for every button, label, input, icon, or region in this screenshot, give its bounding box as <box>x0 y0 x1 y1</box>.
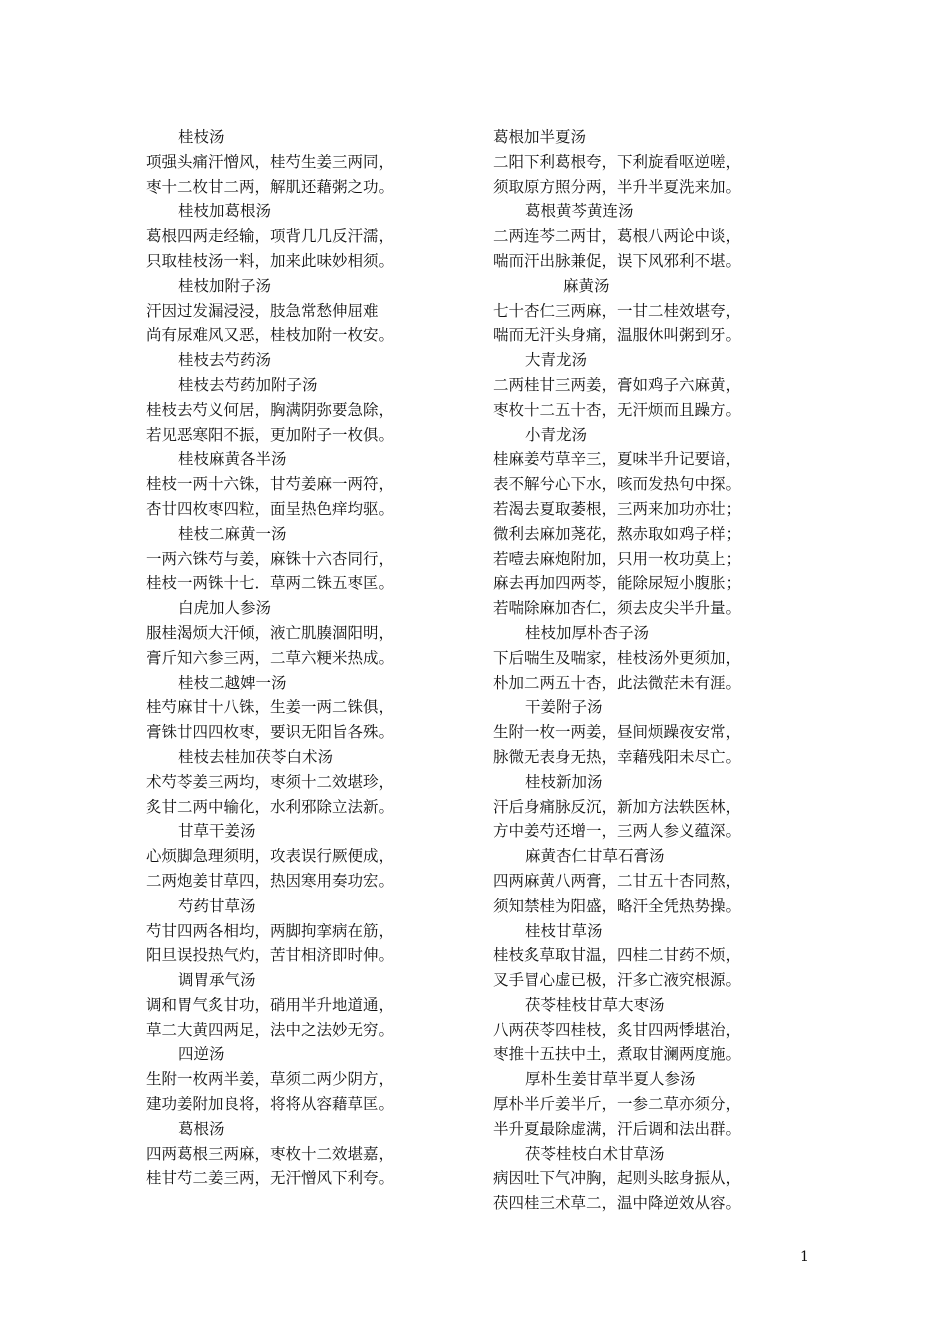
verse-line: 生附一枚一两姜，昼间烦躁夜安常， <box>493 723 742 742</box>
formula-title: 四逆汤 <box>178 1045 225 1064</box>
verse-line: 喘而无汗头身痛，温服休叫粥到牙。 <box>493 326 742 345</box>
formula-title: 麻黄杏仁甘草石膏汤 <box>525 847 665 866</box>
verse-line: 桂枝一两十六铢，甘芍姜麻一两符， <box>146 475 395 494</box>
formula-title: 芍药甘草汤 <box>178 896 256 915</box>
formula-title: 小青龙汤 <box>525 425 588 444</box>
verse-line: 一两六铢芍与姜，麻铢十六杏同行， <box>146 549 395 568</box>
verse-line: 芍甘四两各相均，两脚拘挛病在筋， <box>146 921 395 940</box>
formula-title: 桂枝加附子汤 <box>178 276 272 295</box>
verse-line: 建功姜附加良将，将将从容藉草匡。 <box>146 1095 395 1114</box>
left-column <box>146 125 446 1191</box>
verse-line: 病因吐下气冲胸，起则头眩身振从， <box>493 1169 742 1188</box>
formula-title: 桂枝新加汤 <box>525 772 603 791</box>
verse-line: 只取桂枝汤一料，加来此味妙相须。 <box>146 251 395 270</box>
verse-line: 喘而汗出脉兼促，误下风邪利不堪。 <box>493 251 742 270</box>
verse-line: 二两炮姜甘草四，热因寒用奏功宏。 <box>146 871 395 890</box>
formula-title: 白虎加人参汤 <box>178 599 272 618</box>
verse-line: 二阳下利葛根夸，下利旋看呕逆嗟， <box>493 152 742 171</box>
verse-line: 二两连芩二两甘，葛根八两论中谈， <box>493 227 742 246</box>
formula-title: 桂枝去芍药加附子汤 <box>178 375 318 394</box>
verse-line: 膏斤知六参三两，二草六粳米热成。 <box>146 648 395 667</box>
verse-line: 膏铢廿四四枚枣，要识无阳旨各殊。 <box>146 723 395 742</box>
verse-line: 桂枝一两铢十七．草两二铢五枣匡。 <box>146 574 395 593</box>
formula-title: 桂枝二麻黄一汤 <box>178 524 287 543</box>
verse-line: 方中姜芍还增一，三两人参义蕴深。 <box>493 822 742 841</box>
verse-line: 若渴去夏取萎根，三两来加功亦壮； <box>493 499 742 518</box>
formula-title: 甘草干姜汤 <box>178 822 256 841</box>
verse-line: 心烦脚急理须明，攻表误行厥便成， <box>146 847 395 866</box>
verse-line: 下后喘生及喘家，桂枝汤外更须加， <box>493 648 742 667</box>
verse-line: 桂芍麻甘十八铢，生姜一两二铢俱， <box>146 698 395 717</box>
formula-title: 厚朴生姜甘草半夏人参汤 <box>525 1070 696 1089</box>
verse-line: 阳旦误投热气灼，苦甘相济即时伸。 <box>146 946 395 965</box>
formula-title: 桂枝甘草汤 <box>525 921 603 940</box>
verse-line: 枣十二枚甘二两，解肌还藉粥之功。 <box>146 177 395 196</box>
verse-line: 若喘除麻加杏仁，须去皮尖半升量。 <box>493 599 742 618</box>
verse-line: 桂枝炙草取甘温，四桂二甘药不烦， <box>493 946 742 965</box>
verse-line: 枣推十五扶中土，煮取甘澜两度施。 <box>493 1045 742 1064</box>
formula-title: 葛根黄芩黄连汤 <box>525 202 634 221</box>
verse-line: 炙甘二两中输化，水利邪除立法新。 <box>146 797 395 816</box>
formula-title: 茯苓桂枝甘草大枣汤 <box>525 995 665 1014</box>
formula-title: 葛根加半夏汤 <box>493 128 587 146</box>
verse-line: 生附一枚两半姜，草须二两少阴方， <box>146 1070 395 1089</box>
verse-line: 叉手冒心虚已极，汗多亡液究根源。 <box>493 971 742 990</box>
verse-line: 若噎去麻炮附加，只用一枚功莫上； <box>493 549 742 568</box>
verse-line: 桂枝去芍义何居，胸满阴弥要急除， <box>146 400 395 419</box>
formula-title: 干姜附子汤 <box>525 698 603 717</box>
formula-title: 桂枝麻黄各半汤 <box>178 450 287 469</box>
right-column <box>493 125 793 1216</box>
verse-line: 麻去再加四两苓，能除尿短小腹胀； <box>493 574 742 593</box>
verse-line: 八两茯苓四桂枝，炙甘四两悸堪治， <box>493 1020 742 1039</box>
formula-title: 桂枝去桂加茯苓白术汤 <box>178 747 334 766</box>
verse-line: 尚有尿难风又恶，桂枝加附一枚安。 <box>146 326 395 345</box>
verse-line: 四两麻黄八两膏，二甘五十杏同熬， <box>493 871 742 890</box>
formula-title: 桂枝去芍药汤 <box>178 351 272 370</box>
formula-title: 桂枝加葛根汤 <box>178 202 272 221</box>
verse-line: 半升夏最除虚满，汗后调和法出群。 <box>493 1119 742 1138</box>
verse-line: 若见恶寒阳不振，更加附子一枚俱。 <box>146 425 395 444</box>
verse-line: 枣枚十二五十杏，无汗烦而且躁方。 <box>493 400 742 419</box>
page-number: 1 <box>800 1249 809 1265</box>
verse-line: 汗后身痛脉反沉，新加方法轶医林， <box>493 797 742 816</box>
formula-title: 茯苓桂枝白术甘草汤 <box>525 1144 665 1163</box>
verse-line: 二两桂甘三两姜，膏如鸡子六麻黄， <box>493 375 742 394</box>
verse-line: 术芍苓姜三两均，枣须十二效堪珍， <box>146 772 395 791</box>
verse-line: 须知禁桂为阳盛，略汗全凭热势操。 <box>493 896 742 915</box>
formula-title: 桂枝二越婢一汤 <box>178 673 287 692</box>
formula-title: 桂枝加厚朴杏子汤 <box>525 623 650 642</box>
verse-line: 脉微无表身无热，幸藉残阳未尽亡。 <box>493 747 742 766</box>
verse-line: 茯四桂三术草二，温中降逆效从容。 <box>493 1194 742 1213</box>
verse-line: 桂甘芍二姜三两，无汗憎风下利夸。 <box>146 1169 395 1188</box>
formula-title: 大青龙汤 <box>525 351 588 370</box>
verse-line: 厚朴半斤姜半斤，一参二草亦须分， <box>493 1095 742 1114</box>
formula-title: 调胃承气汤 <box>178 971 256 990</box>
verse-line: 微利去麻加荛花，熬赤取如鸡子样； <box>493 524 742 543</box>
verse-line: 四两葛根三两麻，枣枚十二效堪嘉， <box>146 1144 395 1163</box>
formula-title: 葛根汤 <box>178 1119 225 1138</box>
verse-line: 项强头痛汗憎风，桂芍生姜三两同， <box>146 152 395 171</box>
verse-line: 表不解兮心下水，咳而发热句中探。 <box>493 475 742 494</box>
verse-line: 杏廿四枚枣四粒，面呈热色痒均驱。 <box>146 499 395 518</box>
verse-line: 朴加二两五十杏，此法微茫未有涯。 <box>493 673 742 692</box>
formula-title: 桂枝汤 <box>178 128 225 146</box>
verse-line: 服桂渴烦大汗倾，液亡肌腠涸阳明， <box>146 623 395 642</box>
verse-line: 七十杏仁三两麻，一甘二桂效堪夸， <box>493 301 742 320</box>
verse-line: 桂麻姜芍草辛三，夏味半升记要谙， <box>493 450 742 469</box>
formula-title: 麻黄汤 <box>563 276 610 295</box>
verse-line: 调和胃气炙甘功，硝用半升地道通， <box>146 995 395 1014</box>
verse-line: 草二大黄四两足，法中之法妙无穷。 <box>146 1020 395 1039</box>
verse-line: 须取原方照分两，半升半夏洗来加。 <box>493 177 742 196</box>
verse-line: 汗因过发漏浸浸，肢急常愁伸屈难 <box>146 301 379 320</box>
verse-line: 葛根四两走经输，项背几几反汗濡， <box>146 227 395 246</box>
